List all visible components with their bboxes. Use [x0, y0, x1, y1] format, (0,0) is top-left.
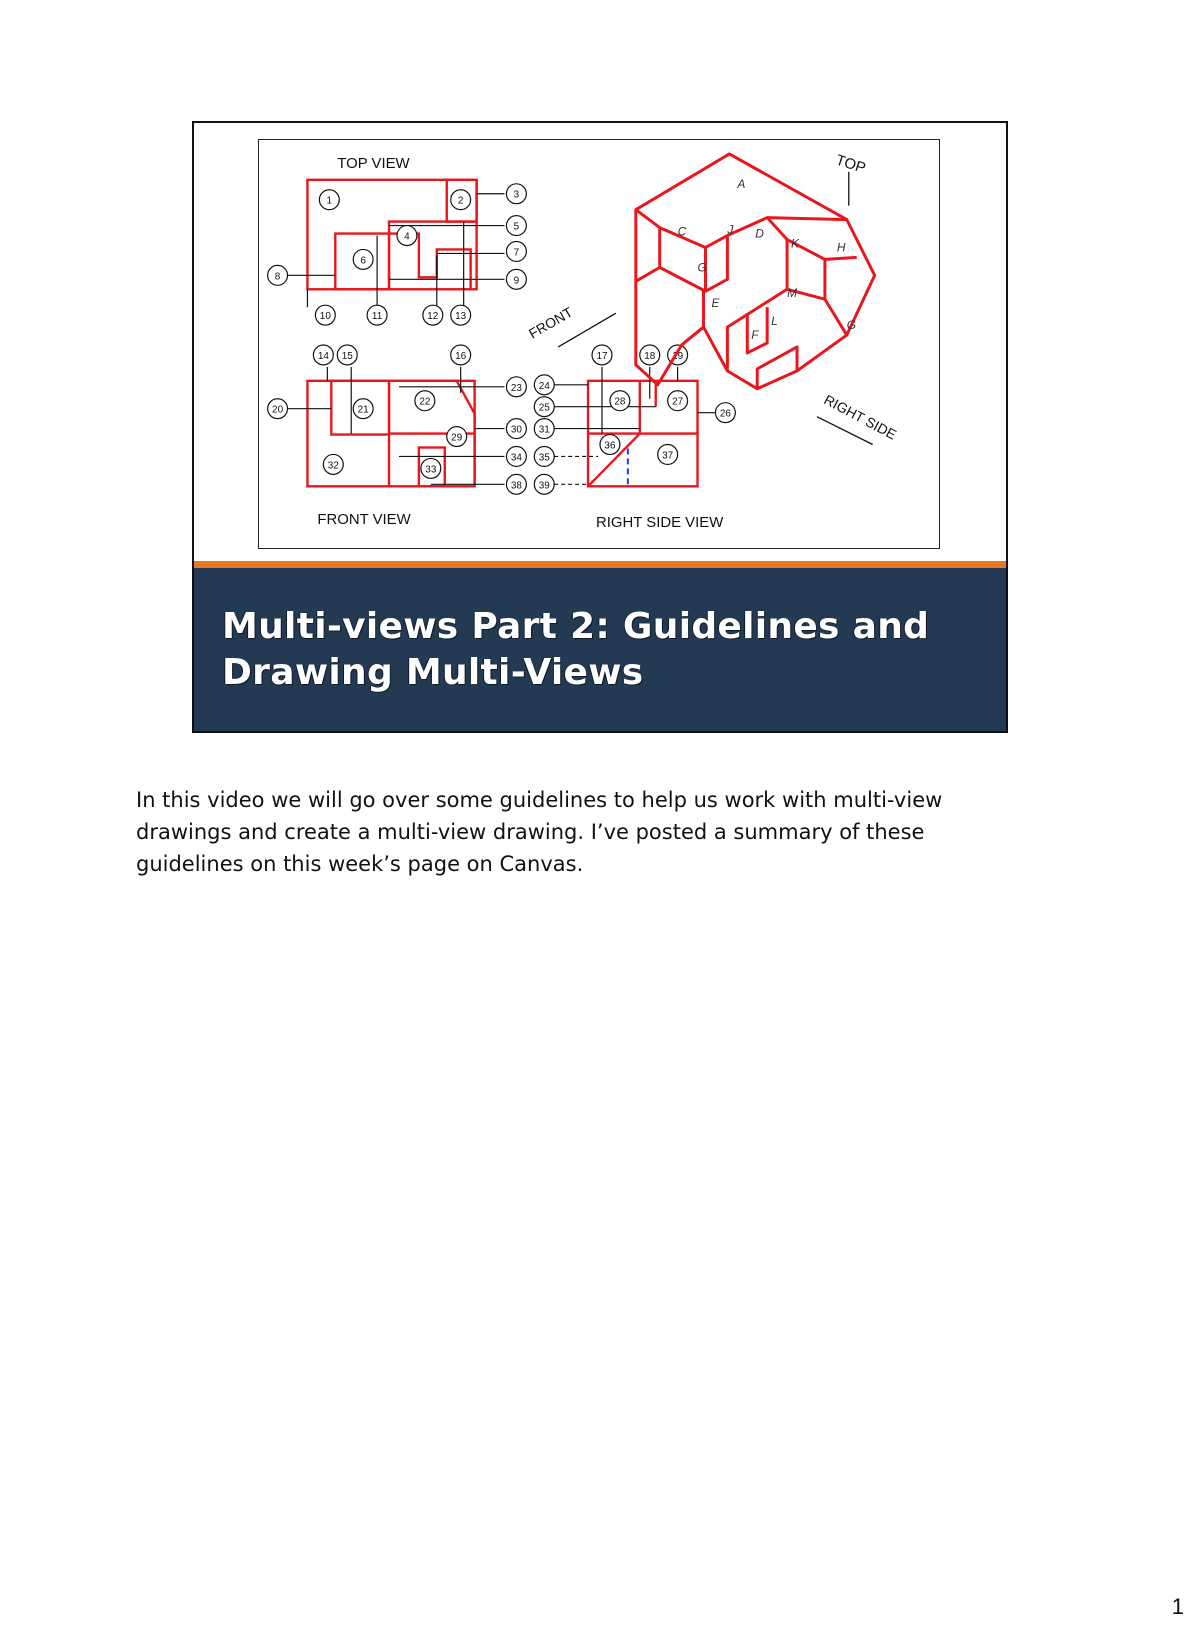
callout-31	[534, 419, 554, 439]
svg-text:17: 17	[596, 350, 608, 362]
top-view-label: TOP VIEW	[337, 154, 410, 172]
svg-text:3: 3	[513, 189, 520, 201]
svg-text:10: 10	[319, 311, 331, 323]
callout-8	[268, 265, 288, 285]
callout-28	[610, 391, 630, 411]
multiview-figure	[258, 139, 940, 549]
callout-34	[506, 446, 526, 466]
callout-37	[658, 445, 678, 465]
svg-text:8: 8	[274, 271, 281, 283]
face-letter: F	[751, 328, 759, 343]
front-view-label: FRONT VIEW	[317, 511, 411, 529]
svg-text:22: 22	[419, 396, 431, 408]
callout-11	[367, 305, 387, 325]
svg-text:23: 23	[510, 382, 522, 394]
svg-text:34: 34	[510, 452, 522, 464]
face-letter: K	[791, 236, 800, 251]
front-view-leaders	[284, 367, 505, 484]
svg-text:5: 5	[513, 221, 520, 233]
callout-14	[313, 345, 333, 365]
face-letter: C	[677, 224, 687, 239]
svg-text:18: 18	[644, 350, 656, 362]
slide	[192, 121, 1008, 733]
face-letter: D	[755, 226, 764, 241]
svg-text:9: 9	[513, 275, 520, 287]
callout-21	[353, 399, 373, 419]
svg-text:11: 11	[371, 311, 383, 323]
svg-text:20: 20	[272, 404, 284, 416]
callout-3	[506, 184, 526, 204]
svg-text:29: 29	[451, 432, 463, 444]
page-number: 1	[1171, 1594, 1184, 1619]
callout-26	[715, 403, 735, 423]
right-view-leaders	[554, 367, 719, 484]
face-letter: G	[846, 318, 857, 333]
callout-29	[447, 427, 467, 447]
front-direction-label: FRONT	[525, 303, 576, 342]
callout-4	[397, 226, 417, 246]
svg-text:12: 12	[427, 311, 439, 323]
callout-25	[534, 397, 554, 417]
face-letter: G	[697, 260, 707, 275]
callout-5	[506, 216, 526, 236]
callout-13	[451, 305, 471, 325]
callout-10	[315, 305, 335, 325]
callout-27	[668, 391, 688, 411]
accent-strip	[194, 561, 1006, 568]
face-letter: A	[737, 176, 746, 191]
svg-text:7: 7	[513, 247, 520, 259]
svg-text:21: 21	[357, 404, 369, 416]
svg-text:32: 32	[327, 460, 339, 472]
face-letter: H	[836, 240, 846, 255]
callout-6	[353, 249, 373, 269]
svg-text:26: 26	[719, 408, 731, 420]
callout-22	[415, 391, 435, 411]
svg-text:36: 36	[604, 440, 616, 452]
face-letter: E	[711, 296, 720, 311]
svg-text:6: 6	[360, 255, 366, 267]
callout-18	[640, 345, 660, 365]
callout-12	[423, 305, 443, 325]
svg-text:27: 27	[672, 396, 684, 408]
callout-16	[451, 345, 471, 365]
right-side-direction-label: RIGHT SIDE	[821, 391, 900, 443]
multiview-drawing	[259, 140, 939, 548]
callout-36	[600, 435, 620, 455]
speaker-notes: In this video we will go over some guidelines to help us work with multi-view drawings and create a multi-view drawing. I’ve posted a summary of these guidelines on this week’s page on Canvas.	[136, 788, 943, 876]
face-letter: M	[787, 286, 798, 301]
callout-9	[506, 269, 526, 289]
title-band	[194, 568, 1006, 733]
callout-24	[534, 375, 554, 395]
svg-text:31: 31	[538, 424, 550, 436]
svg-text:4: 4	[404, 231, 410, 243]
callout-38	[506, 474, 526, 494]
callout-7	[506, 242, 526, 262]
right-side-view-label: RIGHT SIDE VIEW	[596, 514, 724, 532]
svg-text:13: 13	[455, 311, 467, 323]
svg-text:37: 37	[662, 450, 674, 462]
callout-32	[323, 454, 343, 474]
callout-39	[534, 474, 554, 494]
svg-text:33: 33	[425, 464, 437, 476]
callout-20	[268, 399, 288, 419]
svg-text:1: 1	[326, 195, 333, 207]
callout-35	[534, 446, 554, 466]
top-direction-label: TOP	[833, 151, 868, 178]
slide-title: Multi-views Part 2: Guidelines and Drawing Multi-Views	[222, 606, 930, 693]
svg-text:38: 38	[510, 480, 522, 492]
callout-17	[592, 345, 612, 365]
face-letter: L	[771, 314, 778, 329]
callout-1	[319, 190, 339, 210]
callout-30	[506, 419, 526, 439]
svg-text:28: 28	[614, 396, 626, 408]
callout-2	[451, 190, 471, 210]
svg-text:35: 35	[538, 452, 550, 464]
callout-15	[337, 345, 357, 365]
callout-23	[506, 377, 526, 397]
face-letter: J	[727, 222, 734, 237]
svg-text:19: 19	[672, 350, 684, 362]
svg-text:30: 30	[510, 424, 522, 436]
svg-text:14: 14	[317, 350, 329, 362]
svg-text:2: 2	[457, 195, 464, 207]
svg-text:24: 24	[538, 380, 550, 392]
svg-text:39: 39	[538, 480, 550, 492]
svg-text:25: 25	[538, 402, 550, 414]
callout-33	[421, 458, 441, 478]
svg-text:15: 15	[341, 350, 353, 362]
svg-text:16: 16	[455, 350, 467, 362]
